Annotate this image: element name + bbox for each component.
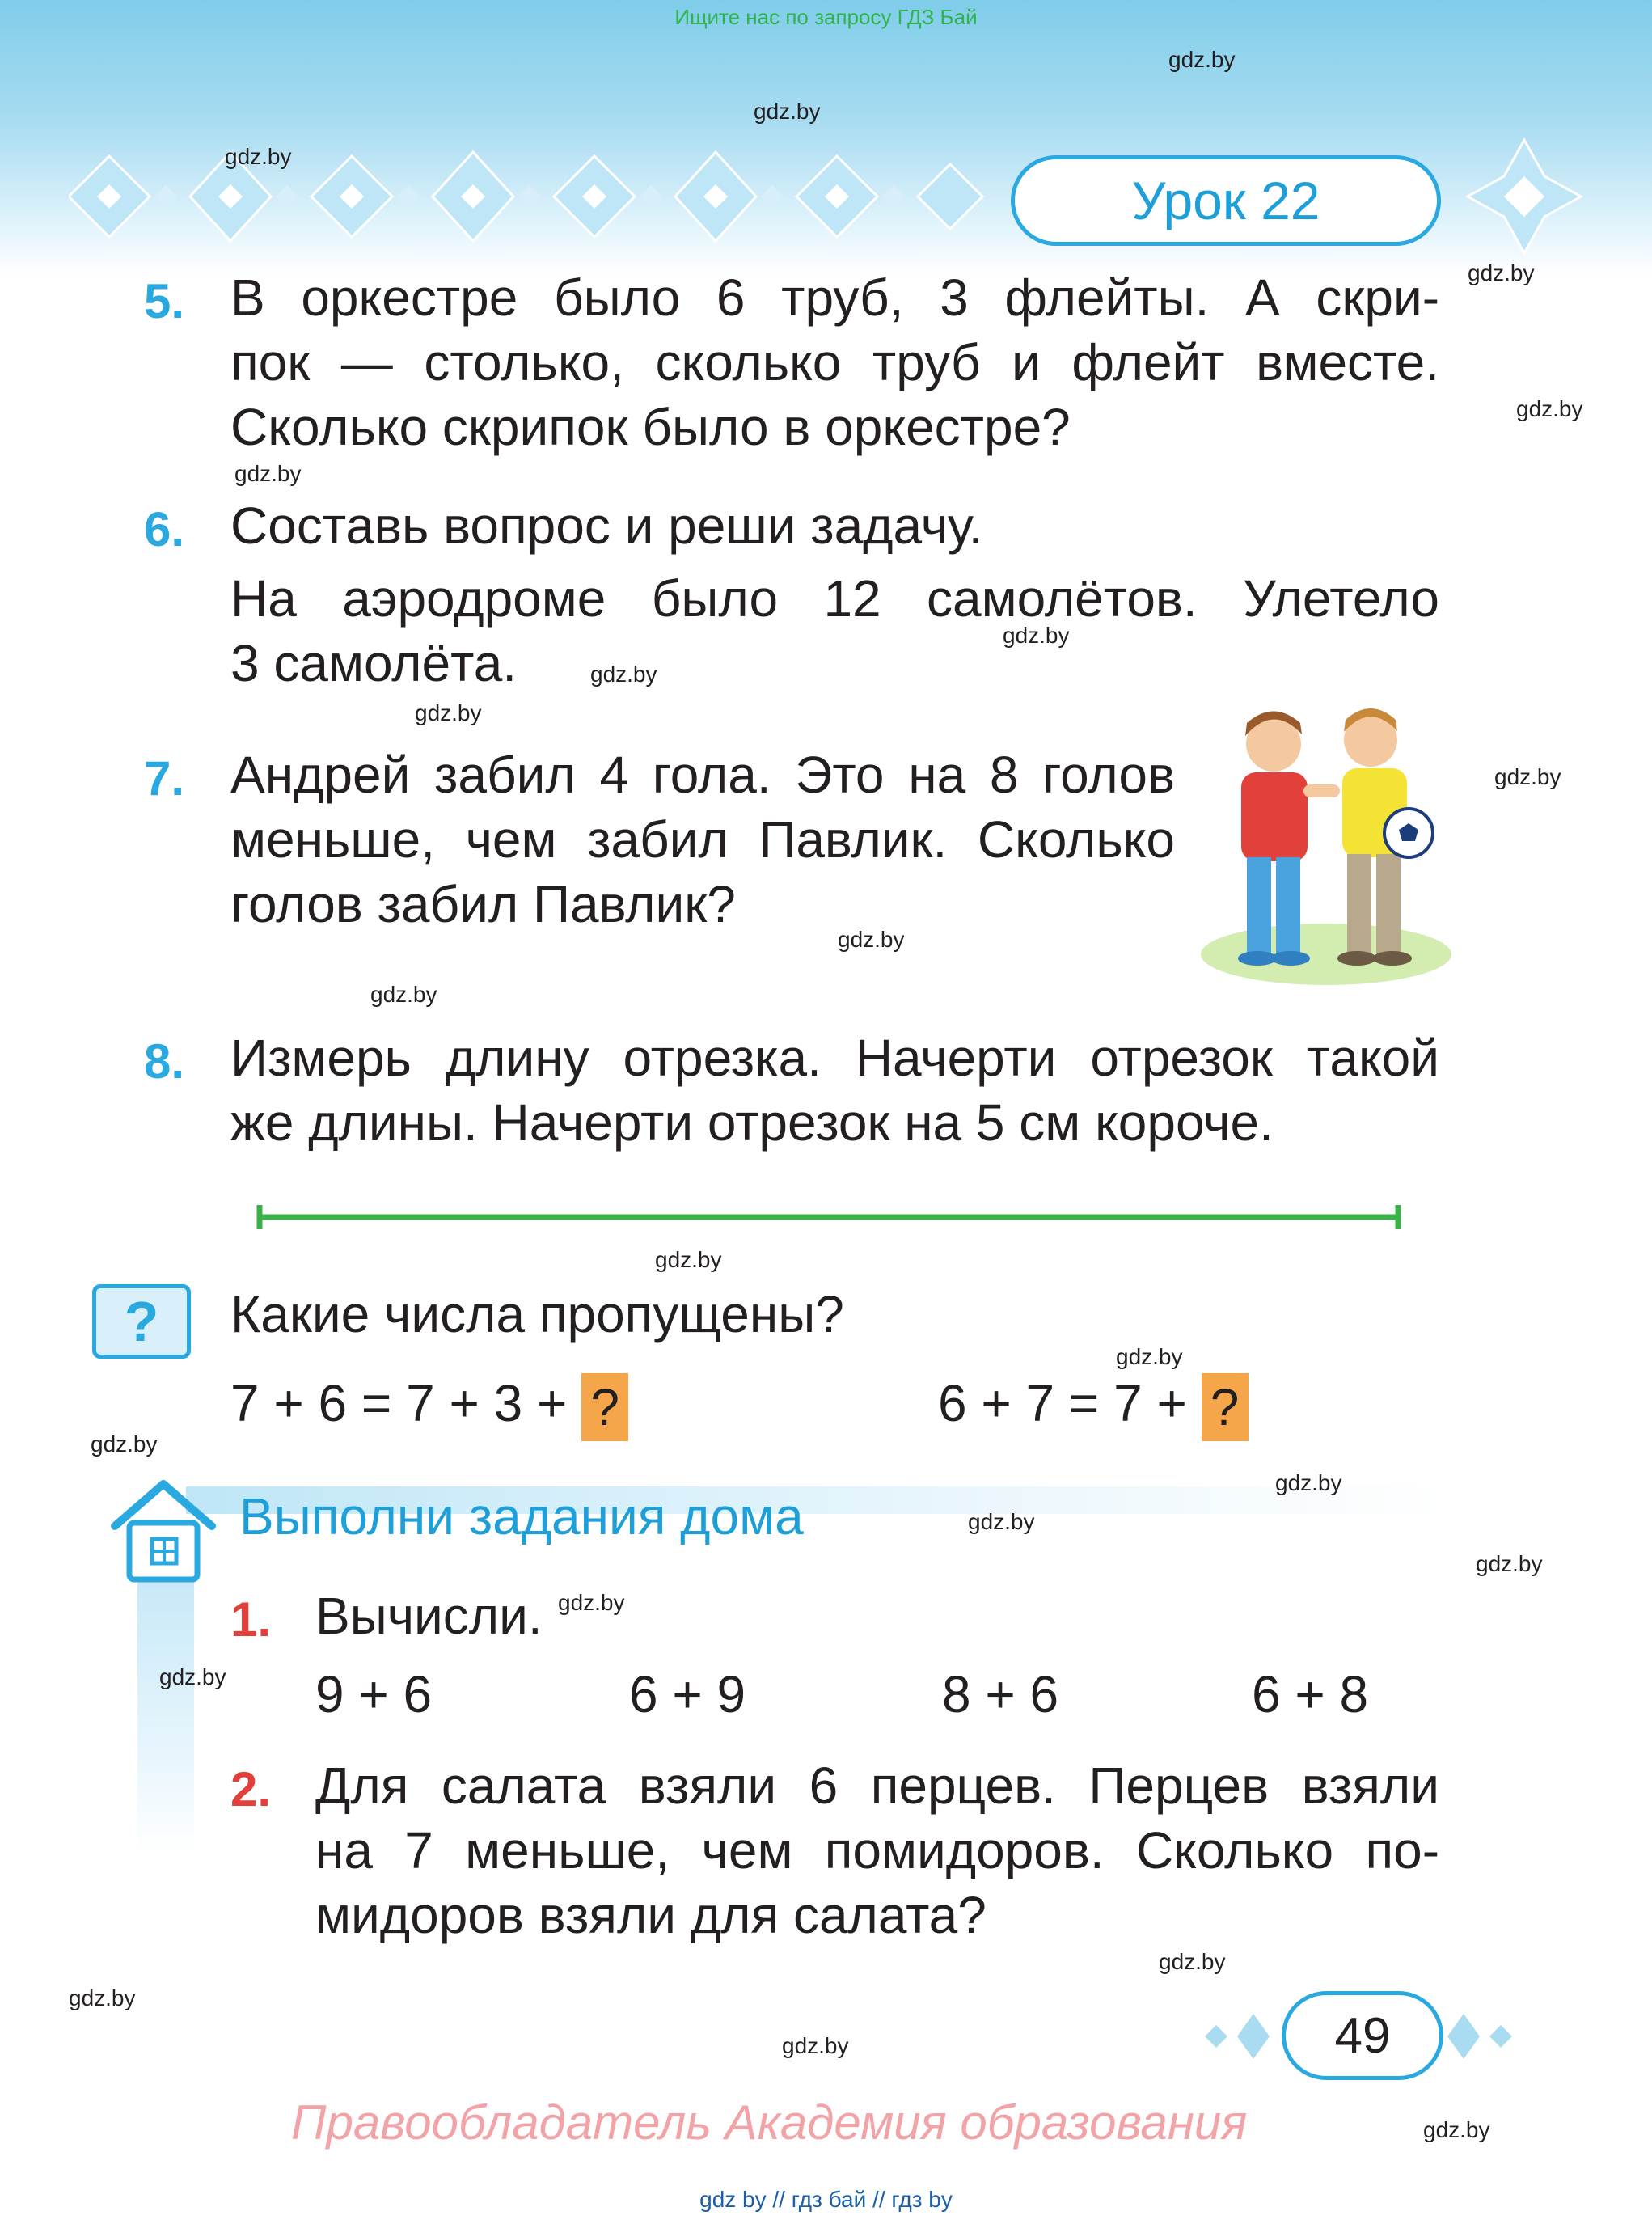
task-6-instruction: Составь вопрос и реши задачу. bbox=[230, 497, 983, 555]
watermark: gdz.by bbox=[225, 144, 292, 169]
expression-2: 6 + 9 bbox=[629, 1665, 746, 1723]
lesson-badge: Урок 22 bbox=[1011, 155, 1441, 246]
watermark: gdz.by bbox=[838, 927, 905, 952]
watermark: gdz.by bbox=[1494, 764, 1561, 789]
equation-1-text: 7 + 6 = 7 + 3 + bbox=[230, 1374, 582, 1432]
homework-title: Выполни задания дома bbox=[239, 1487, 804, 1545]
task-6-line-1: На аэродроме было 12 самолётов. Улетело bbox=[230, 569, 1439, 628]
puzzle-equation-2 bbox=[938, 1371, 1249, 1441]
task-8-line-1: Измерь длину отрезка. Начерти отрезок такой bbox=[230, 1029, 1439, 1087]
homework-2-number: 2. bbox=[230, 1762, 272, 1816]
watermark: gdz.by bbox=[1468, 260, 1535, 285]
watermark: gdz.by bbox=[558, 1590, 625, 1615]
equation-2-text: 6 + 7 = 7 + bbox=[938, 1374, 1202, 1432]
homework-1-number: 1. bbox=[230, 1592, 272, 1647]
homework-1-title: Вычисли. bbox=[315, 1587, 543, 1645]
copyright-notice: Правообладатель Академия образования bbox=[291, 2095, 1248, 2150]
watermark: gdz.by bbox=[1159, 1949, 1226, 1974]
equation-1-blank: ? bbox=[581, 1373, 628, 1441]
watermark: gdz.by bbox=[968, 1509, 1035, 1534]
top-note: Ищите нас по запросу ГДЗ Бай bbox=[674, 5, 978, 29]
equation-2-blank: ? bbox=[1202, 1373, 1249, 1441]
bottom-links: gdz by // гдз бай // гдз by bbox=[699, 2187, 953, 2212]
task-7-number: 7. bbox=[144, 751, 185, 805]
folk-ornament-border bbox=[69, 136, 991, 257]
watermark: gdz.by bbox=[1168, 47, 1236, 72]
task-7-line-2: меньше, чем забил Павлик. Сколько bbox=[230, 810, 1175, 869]
task-8-number: 8. bbox=[144, 1034, 185, 1089]
task-5-number: 5. bbox=[144, 274, 185, 328]
watermark: gdz.by bbox=[91, 1431, 158, 1457]
task-5-line-3: Сколько скрипок было в оркестре? bbox=[230, 398, 1071, 456]
watermark: gdz.by bbox=[159, 1664, 226, 1689]
watermark: gdz.by bbox=[1516, 396, 1583, 421]
snowflake-ornament-icon bbox=[1464, 136, 1585, 257]
page-number: 49 bbox=[1282, 1991, 1443, 2080]
watermark: gdz.by bbox=[69, 1985, 136, 2010]
green-segment bbox=[255, 1205, 1403, 1229]
watermark: gdz.by bbox=[1275, 1470, 1342, 1495]
watermark: gdz.by bbox=[782, 2033, 849, 2058]
watermark: gdz.by bbox=[1003, 623, 1070, 648]
task-7-line-1: Андрей забил 4 гола. Это на 8 голов bbox=[230, 746, 1175, 804]
task-8-line-2: же длины. Начерти отрезок на 5 см короче. bbox=[230, 1093, 1274, 1152]
two-boys-illustration bbox=[1197, 696, 1456, 987]
expression-3: 8 + 6 bbox=[942, 1665, 1059, 1723]
homework-2-line-2: на 7 меньше, чем помидоров. Сколько по- bbox=[315, 1821, 1439, 1879]
watermark: gdz.by bbox=[370, 982, 437, 1007]
question-icon: ? bbox=[92, 1284, 191, 1359]
task-7-line-3: голов забил Павлик? bbox=[230, 875, 736, 933]
task-6-number: 6. bbox=[144, 502, 185, 556]
watermark: gdz.by bbox=[234, 461, 302, 486]
task-5-line-2: пок — столько, сколько труб и флейт вместе. bbox=[230, 333, 1439, 391]
watermark: gdz.by bbox=[655, 1247, 722, 1272]
watermark: gdz.by bbox=[1423, 2117, 1490, 2142]
watermark: gdz.by bbox=[1116, 1344, 1183, 1369]
watermark: gdz.by bbox=[754, 99, 821, 124]
watermark: gdz.by bbox=[590, 662, 657, 687]
watermark: gdz.by bbox=[1476, 1551, 1543, 1576]
expression-1: 9 + 6 bbox=[315, 1665, 433, 1723]
expression-4: 6 + 8 bbox=[1252, 1665, 1369, 1723]
puzzle-question: Какие числа пропущены? bbox=[230, 1285, 844, 1343]
task-6-line-2: 3 самолёта. bbox=[230, 634, 518, 692]
puzzle-equation-1 bbox=[230, 1371, 628, 1441]
homework-2-line-3: мидоров взяли для салата? bbox=[315, 1886, 987, 1944]
homework-2-line-1: Для салата взяли 6 перцев. Перцев взяли bbox=[315, 1757, 1439, 1815]
house-icon bbox=[107, 1476, 220, 1589]
watermark: gdz.by bbox=[415, 700, 482, 725]
task-5-line-1: В оркестре было 6 труб, 3 флейты. А скри- bbox=[230, 268, 1439, 327]
